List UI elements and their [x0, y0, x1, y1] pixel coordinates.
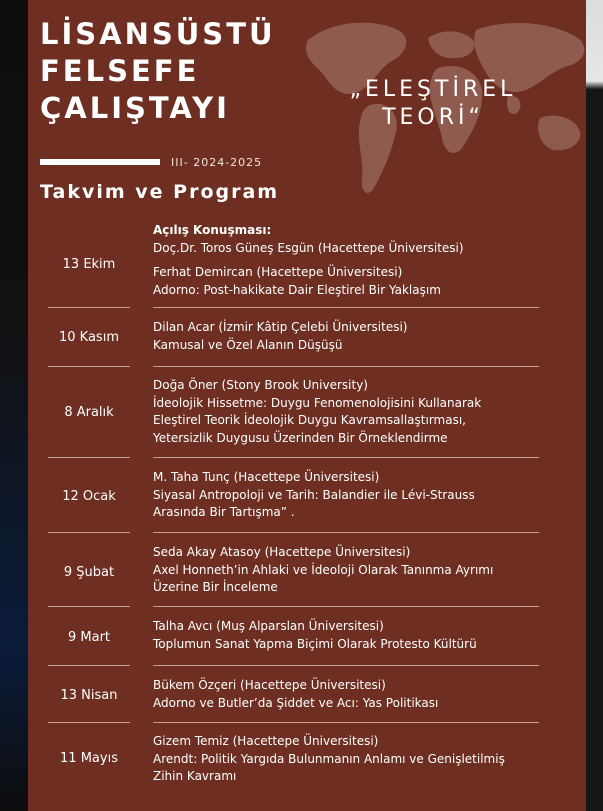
- row-separator-date: [48, 457, 130, 458]
- row-separator-date: [48, 532, 130, 533]
- title-line-1: LİSANSÜSTÜ: [40, 17, 276, 51]
- workshop-title: [40, 16, 276, 127]
- session-line: Adorno ve Butler’da Şiddet ve Acı: Yas Politikası: [153, 695, 439, 710]
- session-line: Üzerine Bir İnceleme: [153, 580, 278, 594]
- session-date: 9 Mart: [67, 630, 111, 645]
- row-separator-date: [48, 722, 130, 723]
- session-date: 11 Mayıs: [60, 751, 118, 766]
- row-separator-date: [48, 366, 130, 367]
- background-left-edge: [0, 0, 28, 811]
- theme-line-2: TEORİ“: [382, 105, 484, 130]
- session-line: Dilan Acar (İzmir Kâtip Çelebi Üniversitesi): [153, 320, 408, 334]
- session-line: Talha Avcı (Muş Alparslan Üniversitesi): [153, 619, 384, 633]
- session-line: Açılış Konuşması:: [153, 223, 272, 237]
- session-content: [153, 544, 583, 597]
- title-line-3: ÇALIŞTAYI: [40, 91, 230, 125]
- session-content: [153, 377, 583, 447]
- session-date: 13 Nisan: [60, 688, 118, 703]
- edition-years: III- 2024-2025: [171, 156, 263, 169]
- row-separator: [153, 307, 539, 308]
- session-line: Axel Honneth’in Ahlaki ve İdeoloji Olarak Tanınma Ayrımı: [153, 562, 494, 577]
- session-line: Arasında Bir Tartışma” .: [153, 505, 295, 519]
- session-line: Yetersizlik Duygusu Üzerinden Bir Örneklendirme: [153, 430, 448, 445]
- session-line: Adorno: Post-hakikate Dair Eleştirel Bir Yaklaşım: [153, 282, 441, 297]
- session-line: Zihin Kavramı: [153, 769, 237, 783]
- row-separator: [153, 532, 539, 533]
- session-line: Arendt: Politik Yargıda Bulunmanın Anlamı ve Genişletilmiş: [153, 751, 505, 766]
- session-line: Bükem Özçeri (Hacettepe Üniversitesi): [153, 678, 386, 692]
- row-separator: [153, 366, 539, 367]
- row-separator: [153, 665, 539, 666]
- theme-line-1: „ELEŞTİREL: [349, 77, 517, 102]
- session-line: Siyasal Antropoloji ve Tarih: Balandier ile Lévi-Strauss: [153, 487, 475, 502]
- background-right-edge: [585, 0, 603, 811]
- session-line: Kamusal ve Özel Alanın Düşüşü: [153, 337, 343, 352]
- event-poster: [28, 0, 586, 811]
- row-separator-date: [48, 307, 130, 308]
- row-separator: [153, 722, 539, 723]
- session-line: İdeolojik Hissetme: Duygu Fenomenolojisini Kullanarak: [153, 395, 482, 410]
- session-date: 9 Şubat: [63, 565, 115, 580]
- session-line: Gizem Temiz (Hacettepe Üniversitesi): [153, 734, 379, 748]
- session-content: [153, 469, 583, 522]
- title-underline-bar: [40, 159, 160, 165]
- session-content: [153, 222, 583, 299]
- session-date: 8 Aralık: [64, 405, 114, 420]
- session-line: M. Taha Tunç (Hacettepe Üniversitesi): [153, 470, 380, 484]
- session-line: Toplumun Sanat Yapma Biçimi Olarak Protesto Kültürü: [153, 636, 477, 651]
- row-separator: [153, 606, 539, 607]
- program-heading: Takvim ve Program: [40, 181, 280, 203]
- row-separator-date: [48, 665, 130, 666]
- session-date: 10 Kasım: [59, 330, 119, 345]
- title-line-2: FELSEFE: [40, 54, 200, 88]
- session-line: Seda Akay Atasoy (Hacettepe Üniversitesi): [153, 545, 411, 559]
- session-line: Eleştirel Teorik İdeolojik Duygu Kavramsallaştırması,: [153, 413, 466, 427]
- session-content: [153, 677, 583, 712]
- session-content: [153, 733, 583, 786]
- session-date: 12 Ocak: [62, 489, 116, 504]
- session-content: [153, 319, 583, 354]
- session-date: 13 Ekim: [62, 257, 116, 272]
- workshop-theme: [328, 76, 538, 132]
- session-line: Ferhat Demircan (Hacettepe Üniversitesi): [153, 265, 403, 279]
- row-separator-date: [48, 606, 130, 607]
- row-separator: [153, 457, 539, 458]
- session-line: Doç.Dr. Toros Güneş Esgün (Hacettepe Üniversitesi): [153, 240, 464, 255]
- session-content: [153, 618, 583, 653]
- session-line: Doğa Öner (Stony Brook University): [153, 378, 368, 392]
